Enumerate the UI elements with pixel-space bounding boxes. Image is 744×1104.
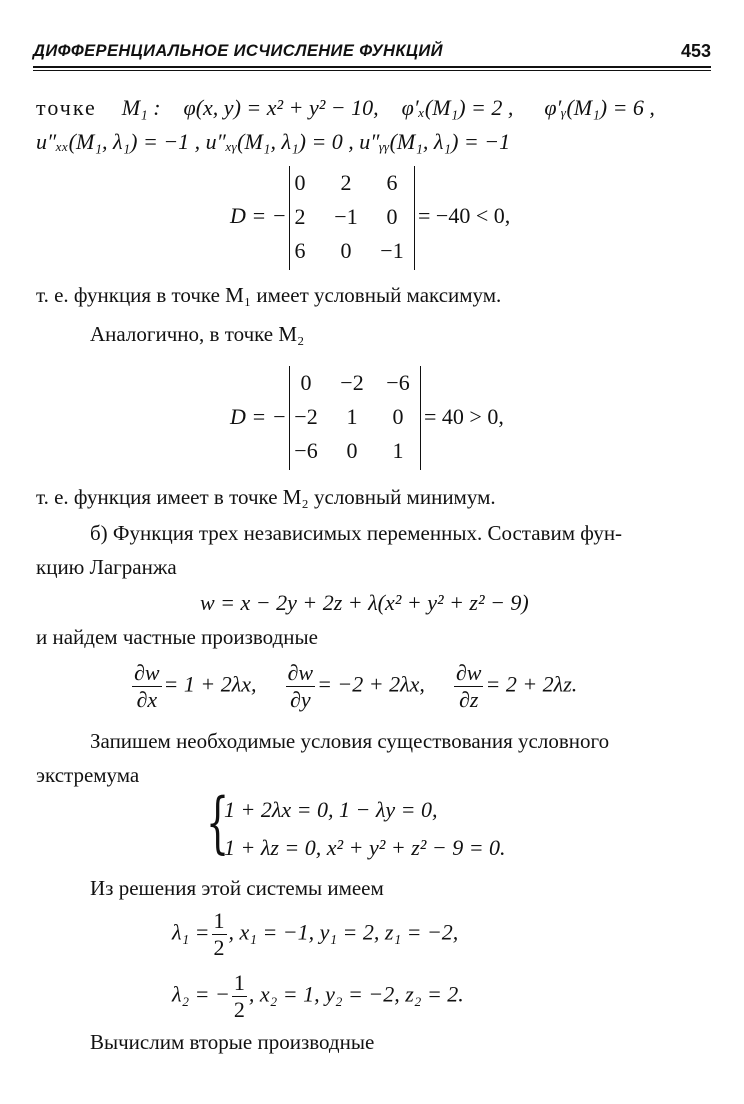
paragraph-b-line2: кцию Лагранжа: [36, 555, 177, 579]
conclusion-1: т. е. функция в точке M₁ имеет условный максимум.: [36, 283, 502, 307]
system-row-2: 1 + λz = 0, x² + y² + z² − 9 = 0.: [224, 835, 506, 860]
det2-cell: −6: [294, 438, 318, 463]
conclusion-2: т. е. функция имеет в точке M₂ условный минимум.: [36, 485, 496, 509]
conditions-line1: Запишем необходимые условия существования условного: [90, 729, 610, 753]
fraction: $\frac{\partial w}{\partial x}$: [134, 660, 160, 712]
fraction: $\frac{\partial w}{\partial y}$: [287, 660, 314, 712]
header-rule: [33, 66, 711, 68]
fraction: $\frac{1}{2}$: [213, 908, 225, 960]
solution-1: λ₁ = $\frac{1}{2}$ , x₁ = −1, y₁ = 2, z₁ = −2,: [172, 908, 459, 960]
system-brace: {: [206, 784, 230, 861]
running-header: [33, 40, 711, 66]
det2-suffix: = 40 > 0,: [424, 404, 504, 429]
det2-cell: −6: [386, 370, 410, 395]
det2-cell: 1: [346, 404, 358, 429]
det2-cell: −2: [340, 370, 364, 395]
det2-cell: −2: [294, 404, 318, 429]
analog-line: Аналогично, в точке M₂: [90, 322, 305, 346]
partial-derivatives: $\frac{\partial w}{\partial x}$ = 1 + 2λx, $\frac{\partial w}{\partial y}$ = −2 + 2λx, $\frac{\partial w}{\partial z}$ = 2 + 2λz.: [134, 660, 578, 712]
partials-intro: и найдем частные производные: [36, 625, 318, 649]
det1-cell: 2: [340, 170, 352, 195]
det1-cell: 0: [340, 238, 352, 263]
header-title: ДИФФЕРЕНЦИАЛЬНОЕ ИСЧИСЛЕНИЕ ФУНКЦИЙ: [33, 42, 443, 60]
det2-prefix: D = −: [230, 404, 287, 429]
header-rule-thin: [33, 70, 711, 71]
page-number: 453: [680, 41, 711, 61]
final-line: Вычислим вторые производные: [90, 1030, 375, 1054]
det2-cell: 0: [346, 438, 358, 463]
lagrange-function: w = x − 2y + 2z + λ(x² + y² + z² − 9): [200, 590, 529, 615]
text-line-1: точке M₁ : φ(x, y) = x² + y² − 10, φ′ₓ(M₁) = 2 , φ′ᵧ(M₁) = 6 ,: [36, 95, 655, 120]
det1-suffix: = −40 < 0,: [418, 203, 511, 228]
fraction: $\frac{\partial w}{\partial z}$: [455, 660, 482, 712]
det1-cell: 6: [386, 170, 398, 195]
det1-cell: 0: [386, 204, 398, 229]
det1-prefix: D = −: [230, 203, 287, 228]
fraction: $\frac{1}{2}$: [233, 970, 245, 1022]
det2-cell: 1: [392, 438, 404, 463]
det2-cell: 0: [300, 370, 312, 395]
solution-2: λ₂ = − $\frac{1}{2}$ , x₂ = 1, y₂ = −2, z₂ = 2.: [172, 970, 464, 1022]
determinant-1: [289, 166, 415, 270]
conditions-line2: экстремума: [36, 763, 140, 787]
det1-cell: −1: [334, 204, 358, 229]
system-row-1: 1 + 2λx = 0, 1 − λy = 0,: [224, 797, 438, 822]
text-line-2: u″ₓₓ(M₁, λ₁) = −1 , u″ₓᵧ(M₁, λ₁) = 0 , u″ᵧᵧ(M₁, λ₁) = −1: [36, 129, 511, 154]
determinant-2: [289, 366, 421, 470]
det2-cell: 0: [392, 404, 404, 429]
det1-cell: 6: [294, 238, 306, 263]
solution-intro: Из решения этой системы имеем: [90, 876, 384, 900]
det1-cell: 2: [294, 204, 306, 229]
paragraph-b-line1: б) Функция трех независимых переменных. Составим фун-: [90, 521, 623, 545]
det1-cell: −1: [380, 238, 404, 263]
det1-cell: 0: [294, 170, 306, 195]
